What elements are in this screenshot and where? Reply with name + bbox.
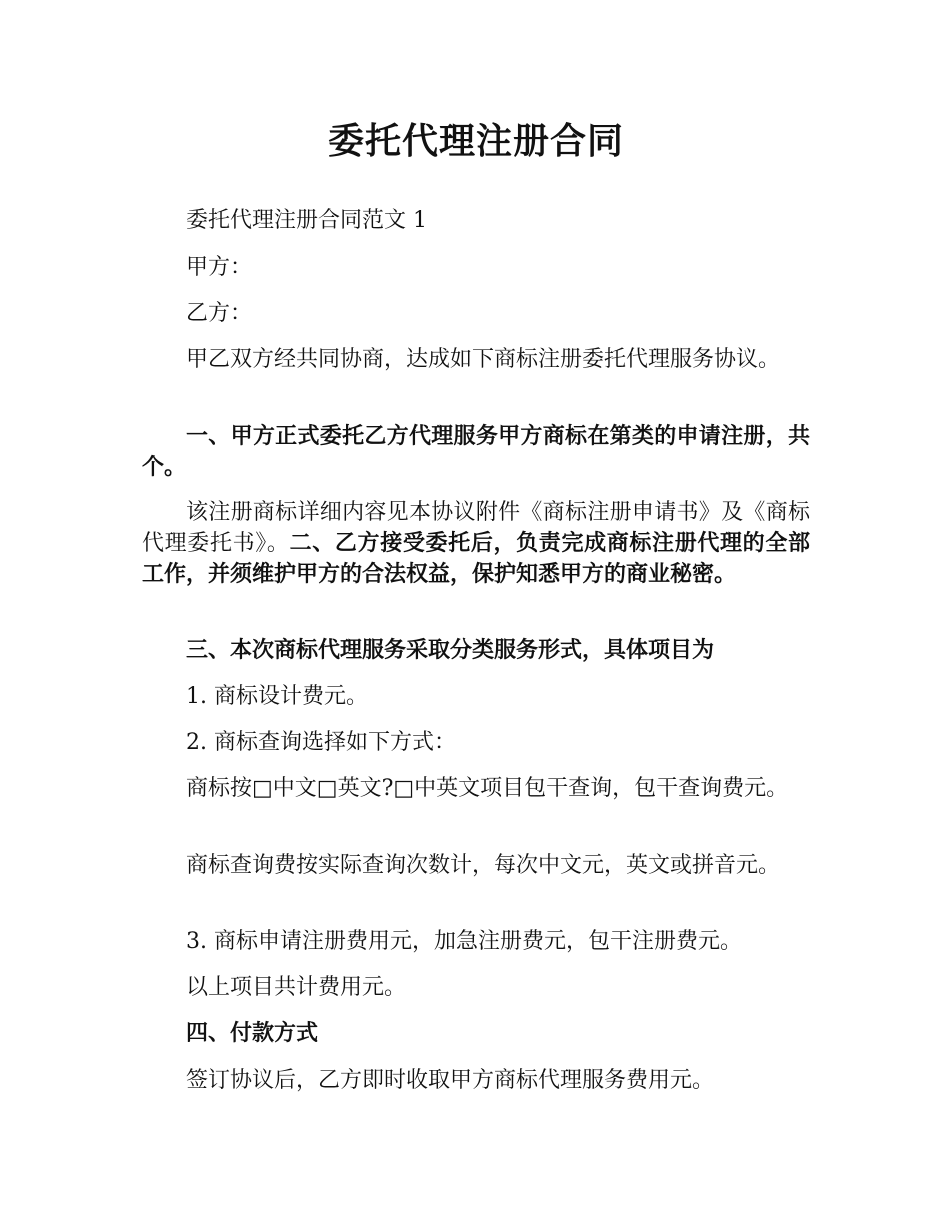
item-registration-fee: 3. 商标申请注册费用元，加急注册费元，包干注册费元。 (186, 929, 742, 954)
paragraph-subtitle: 委托代理注册合同范文 1 (186, 208, 427, 233)
clause-one: 一、甲方正式委托乙方代理服务甲方商标在第类的申请注册，共个。 (142, 424, 810, 480)
clause-three: 三、本次商标代理服务采取分类服务形式，具体项目为 (186, 638, 715, 663)
item-search-method: 2. 商标查询选择如下方式： (186, 730, 456, 755)
clause-four: 四、付款方式 (186, 1021, 319, 1046)
paragraph-party-a: 甲方： (186, 255, 253, 280)
paragraph-intro: 甲乙双方经共同协商，达成如下商标注册委托代理服务协议。 (186, 347, 781, 372)
clause-two: 二、乙方接受委托后，负责完成商标注册代理的全部工作，并须维护甲方的合法权益，保护知悉甲方的商业秘密。 (142, 531, 810, 587)
paragraph-clause-two-block (142, 497, 810, 590)
paragraph-party-b: 乙方： (186, 301, 253, 326)
paragraph-search-package: 商标按□中文□英文?□中英文项目包干查询，包干查询费元。 (186, 776, 789, 801)
item-design-fee: 1. 商标设计费元。 (186, 684, 368, 709)
paragraph-attachment-note: 该注册商标详细内容见本协议附件《商标注册申请书》及《商标代理委托书》。 (142, 500, 810, 556)
document-title: 委托代理注册合同 (327, 121, 624, 162)
paragraph-payment: 签订协议后，乙方即时收取甲方商标代理服务费用元。 (186, 1068, 715, 1093)
paragraph-search-fee: 商标查询费按实际查询次数计，每次中文元，英文或拼音元。 (186, 853, 781, 878)
paragraph-total: 以上项目共计费用元。 (186, 975, 407, 1000)
